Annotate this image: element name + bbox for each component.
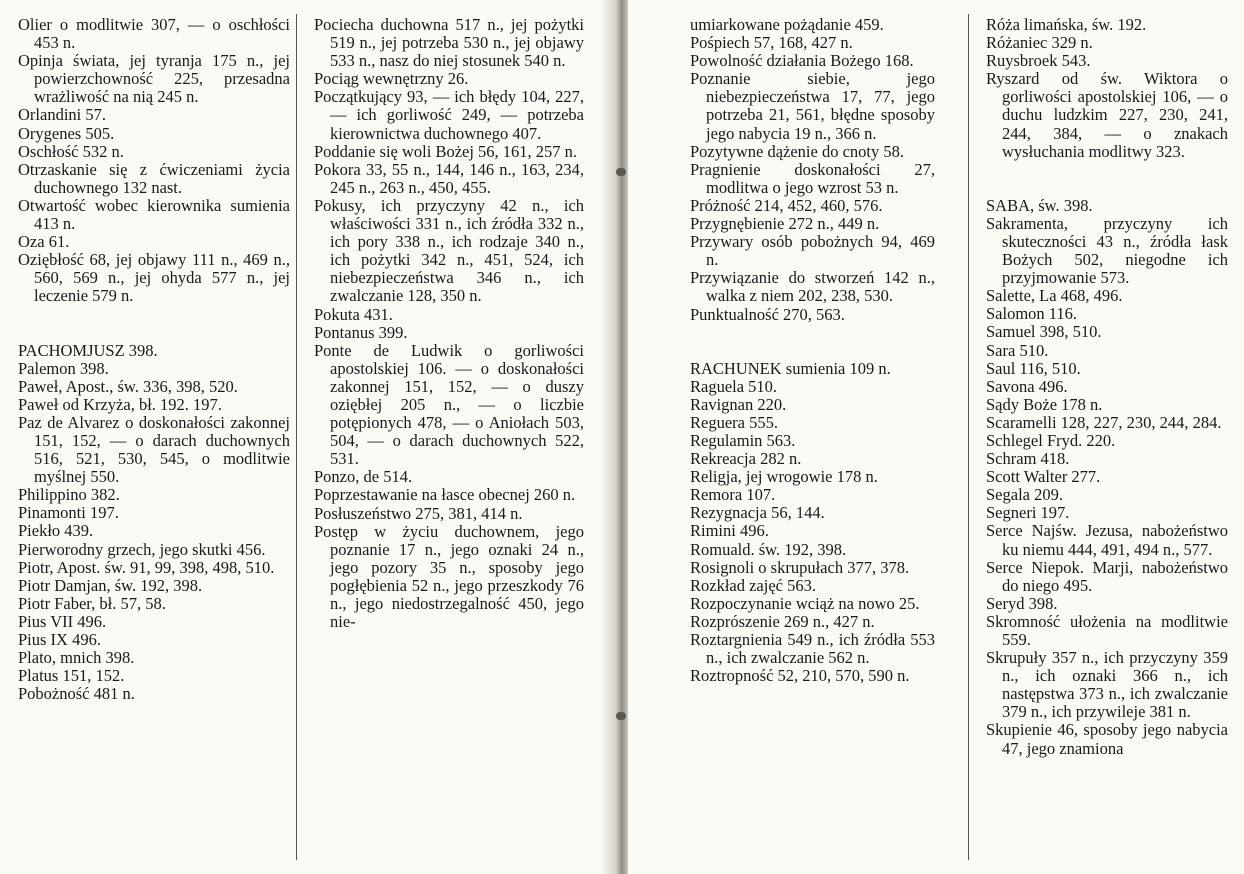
index-entry: Otrzaskanie się z ćwiczeniami życia duchownego 132 nast. bbox=[18, 159, 290, 197]
index-entry: Rezygnacja 56, 144. bbox=[690, 503, 825, 523]
index-entry: Różaniec 329 n. bbox=[986, 33, 1093, 53]
index-entry: Sakramenta, przyczyny ich skuteczności 43 n., źródła łask Bożych 502, niegodne ich przyjmowanie 573. bbox=[986, 213, 1228, 288]
index-entry: Próżność 214, 452, 460, 576. bbox=[690, 195, 883, 215]
index-entry: Ravignan 220. bbox=[690, 394, 787, 414]
index-entry: Serce Niepok. Marji, nabożeństwo do niego 495. bbox=[986, 557, 1228, 595]
binding-staple bbox=[616, 712, 626, 720]
index-column-1 bbox=[18, 16, 290, 703]
index-entry: Olier o modlitwie 307, — o oschłości 453 n. bbox=[18, 15, 290, 53]
index-entry: Opinja świata, jej tyranja 175 n., jej powierzchowność 225, przesadna wrażliwość na nią 245 n. bbox=[18, 51, 290, 107]
index-entry: Salomon 116. bbox=[986, 304, 1078, 324]
index-entry: Poddanie się woli Bożej 56, 161, 257 n. bbox=[314, 141, 578, 161]
index-entry: Oziębłość 68, jej objawy 111 n., 469 n., 560, 569 n., jej ohyda 577 n., jej leczenie 579 n. bbox=[18, 250, 290, 306]
index-entry: Religja, jej wrogowie 178 n. bbox=[690, 467, 878, 487]
index-entry: Pokora 33, 55 n., 144, 146 n., 163, 234, 245 n., 263 n., 450, 455. bbox=[314, 159, 584, 197]
index-entry: Posłuszeństwo 275, 381, 414 n. bbox=[314, 503, 523, 523]
index-entry: Reguera 555. bbox=[690, 412, 778, 432]
index-entry: Pius IX 496. bbox=[18, 630, 101, 649]
index-entry: Ponte de Ludwik o gorliwości apostolskiej 106. — o doskonałości zakonnej 151, 152, — o duszy oziębłej 205 n., — o liczbie potępionych 478, — o Aniołach 503, 504, — o darach duchownych 522, 531. bbox=[314, 340, 584, 469]
index-entry: Pozytywne dążenie do cnoty 58. bbox=[690, 141, 904, 161]
index-entry: Róża limańska, św. 192. bbox=[986, 15, 1147, 34]
index-entry: Punktualność 270, 563. bbox=[690, 304, 845, 324]
index-entry: Rozpoczynanie wciąż na nowo 25. bbox=[690, 593, 920, 613]
index-entry: umiarkowane pożądanie 459. bbox=[690, 15, 884, 34]
index-entry: Palemon 398. bbox=[18, 358, 109, 378]
column-divider bbox=[296, 14, 297, 860]
index-entry: Skromność ułożenia na modlitwie 559. bbox=[986, 611, 1228, 649]
index-entry: SABA, św. 398. bbox=[986, 195, 1093, 215]
index-entry: Ruysbroek 543. bbox=[986, 51, 1091, 71]
index-entry: Scaramelli 128, 227, 230, 244, 284. bbox=[986, 412, 1222, 432]
index-entry: Scott Walter 277. bbox=[986, 467, 1101, 487]
index-entry: Pośpiech 57, 168, 427 n. bbox=[690, 33, 853, 53]
index-entry: Pokusy, ich przyczyny 42 n., ich właściwości 331 n., ich źródła 332 n., ich pory 338 n., ich rodzaje 340 n., ich pożytki 342 n., 451, 524, ich niebezpieczeństwa 346 n., ich zwalczanie 128, 350 n. bbox=[314, 195, 584, 306]
index-entry: Serce Najśw. Jezusa, nabożeństwo ku niemu 444, 491, 494 n., 577. bbox=[986, 521, 1228, 559]
index-entry: Sara 510. bbox=[986, 340, 1049, 360]
index-entry: Paz de Alvarez o doskonałości zakonnej 151, 152, — o darach duchownych 516, 521, 530, 545, o modlitwie myślnej 550. bbox=[18, 412, 290, 487]
index-column-4 bbox=[986, 16, 1228, 758]
index-entry: Segneri 197. bbox=[986, 503, 1070, 523]
right-page bbox=[628, 0, 1244, 874]
index-entry: Pragnienie doskonałości 27, modlitwa o jego wzrost 53 n. bbox=[690, 159, 935, 197]
index-entry: Schlegel Fryd. 220. bbox=[986, 430, 1116, 450]
index-entry: Pius VII 496. bbox=[18, 611, 107, 631]
index-entry: Rozprószenie 269 n., 427 n. bbox=[690, 611, 875, 631]
index-entry: Raguela 510. bbox=[690, 376, 778, 396]
index-entry: Oza 61. bbox=[18, 232, 70, 252]
index-entry: Rozkład zajęć 563. bbox=[690, 575, 816, 595]
index-entry: Schram 418. bbox=[986, 449, 1070, 469]
index-entry: Savona 496. bbox=[986, 376, 1068, 396]
index-entry: Postęp w życiu duchownem, jego poznanie 17 n., jego oznaki 24 n., jego pozory 35 n., sposoby jego pogłębienia 52 n., jego przeszkody 76 n., jego niedostrzegalność 450, jego nie- bbox=[314, 521, 584, 632]
index-entry: Segala 209. bbox=[986, 485, 1063, 505]
index-entry: Salette, La 468, 496. bbox=[986, 286, 1123, 306]
index-column-2 bbox=[314, 16, 584, 631]
index-entry: Pontanus 399. bbox=[314, 322, 408, 342]
index-entry: Romuald. św. 192, 398. bbox=[690, 539, 847, 559]
index-entry: Rekreacja 282 n. bbox=[690, 449, 802, 469]
index-entry: Rosignoli o skrupułach 377, 378. bbox=[690, 557, 910, 577]
index-entry: Philippino 382. bbox=[18, 485, 120, 505]
index-entry: Pierworodny grzech, jego skutki 456. bbox=[18, 539, 266, 559]
index-entry: Ryszard od św. Wiktora o gorliwości apostolskiej 106, — o duchu ludzkim 227, 230, 241, 244, 384, — o znakach wysłuchania modlitwy 323. bbox=[986, 69, 1228, 161]
index-entry: Pociąg wewnętrzny 26. bbox=[314, 69, 469, 89]
index-entry: Otwartość wobec kierownika sumienia 413 n. bbox=[18, 195, 290, 234]
index-entry: Przywiązanie do stworzeń 142 n., walka z niem 202, 238, 530. bbox=[690, 268, 935, 306]
index-entry: Przywary osób pobożnych 94, 469 n. bbox=[690, 232, 935, 270]
index-entry: Skrupuły 357 n., ich przyczyny 359 n., ich oznaki 366 n., ich następstwa 373 n., ich zwalczanie 379 n., ich przywileje 381 n. bbox=[986, 648, 1228, 722]
index-entry: Orlandini 57. bbox=[18, 105, 106, 125]
index-entry: Powolność działania Bożego 168. bbox=[690, 51, 914, 71]
index-entry: Rimini 496. bbox=[690, 521, 769, 541]
index-column-3 bbox=[690, 16, 935, 685]
index-entry: Paweł, Apost., św. 336, 398, 520. bbox=[18, 376, 238, 396]
left-page bbox=[0, 0, 620, 874]
index-entry: Poznanie siebie, jego niebezpieczeństwa 17, 77, jego potrzeba 21, 561, błędne sposoby jego nabycia 19 n., 366 n. bbox=[690, 69, 935, 143]
index-entry: Piotr Faber, bł. 57, 58. bbox=[18, 593, 166, 613]
index-entry: Samuel 398, 510. bbox=[986, 322, 1102, 342]
index-entry: Ponzo, de 514. bbox=[314, 467, 413, 487]
index-entry: Roztropność 52, 210, 570, 590 n. bbox=[690, 666, 910, 686]
index-entry: PACHOMJUSZ 398. bbox=[18, 340, 158, 360]
index-entry: Seryd 398. bbox=[986, 593, 1058, 613]
index-entry: RACHUNEK sumienia 109 n. bbox=[690, 358, 891, 378]
index-entry: Początkujący 93, — ich błędy 104, 227, — ich gorliwość 249, — potrzeba kierownictwa duchownego 407. bbox=[314, 87, 584, 143]
index-entry: Remora 107. bbox=[690, 485, 776, 505]
index-entry: Plato, mnich 398. bbox=[18, 648, 135, 668]
column-divider bbox=[968, 14, 969, 860]
binding-staple bbox=[616, 168, 626, 176]
index-entry: Orygenes 505. bbox=[18, 123, 115, 143]
index-entry: Oschłość 532 n. bbox=[18, 141, 124, 161]
index-entry: Sądy Boże 178 n. bbox=[986, 394, 1103, 414]
index-entry: Pobożność 481 n. bbox=[18, 684, 135, 704]
index-entry: Piekło 439. bbox=[18, 521, 94, 541]
index-entry: Piotr Damjan, św. 192, 398. bbox=[18, 575, 203, 595]
index-entry: Skupienie 46, sposoby jego nabycia 47, jego znamiona bbox=[986, 720, 1228, 758]
index-entry: Regulamin 563. bbox=[690, 430, 796, 450]
index-entry: Pokuta 431. bbox=[314, 304, 393, 324]
index-entry: Przygnębienie 272 n., 449 n. bbox=[690, 214, 880, 234]
index-entry: Poprzestawanie na łasce obecnej 260 n. bbox=[314, 485, 576, 505]
index-entry: Saul 116, 510. bbox=[986, 358, 1081, 378]
index-entry: Pinamonti 197. bbox=[18, 503, 119, 523]
index-entry: Paweł od Krzyża, bł. 192. 197. bbox=[18, 394, 222, 414]
index-entry: Pociecha duchowna 517 n., jej pożytki 519 n., jej potrzeba 530 n., jej objawy 533 n., nasz do niej stosunek 540 n. bbox=[314, 15, 584, 71]
index-entry: Roztargnienia 549 n., ich źródła 553 n., ich zwalczanie 562 n. bbox=[690, 630, 935, 668]
index-entry: Platus 151, 152. bbox=[18, 666, 125, 686]
index-entry: Piotr, Apost. św. 91, 99, 398, 498, 510. bbox=[18, 557, 275, 577]
